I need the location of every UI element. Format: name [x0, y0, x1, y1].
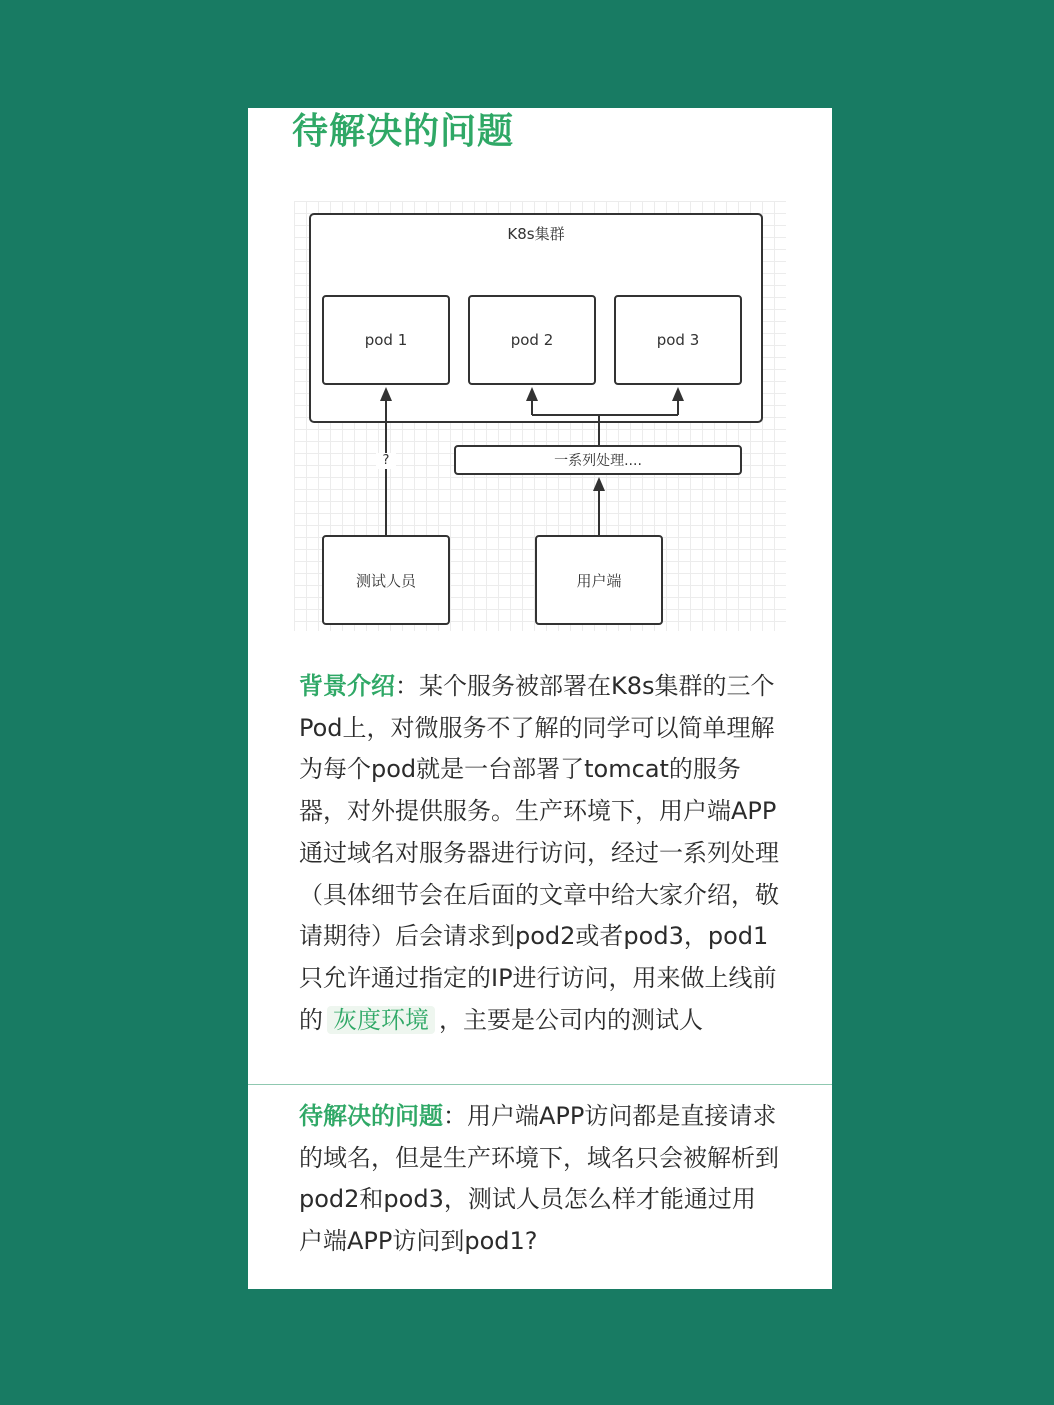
- pod-1-label: pod 1: [364, 331, 408, 349]
- gray-env-highlight: 灰度环境: [327, 1006, 435, 1034]
- arrow-head-pod2: [526, 387, 538, 401]
- background-text: 某个服务被部署在K8s集群的三个Pod上，对微服务不了解的同学可以简单理解为每个pod就是一台部署了tomcat的服务器，对外提供服务。生产环境下，用户端APP通过域名对服务器进行访问，经过一系列处理（具体细节会在后面的文章中给大家介绍，敬请期待）后会请求到pod2或者pod3，pod1只允许通过指定的IP进行访问，用来做上线前的: [299, 672, 779, 1034]
- tester-label: 测试人员: [355, 571, 416, 590]
- background-sep: ：: [395, 672, 419, 700]
- pod-3-label: pod 3: [656, 331, 700, 349]
- background-lead: 背景介绍: [299, 672, 395, 700]
- client-box: [535, 535, 663, 625]
- content-card: [248, 108, 832, 1289]
- question-mark-label: ?: [376, 453, 396, 469]
- background-paragraph: [299, 666, 779, 1041]
- problem-paragraph: [299, 1096, 779, 1263]
- client-label: 用户端: [576, 571, 622, 590]
- arrow-head-process: [593, 477, 605, 491]
- arrow-head-pod3: [672, 387, 684, 401]
- architecture-diagram: [294, 201, 786, 631]
- processing-label: 一系列处理....: [554, 453, 642, 469]
- processing-box: [454, 445, 742, 475]
- background-text-tail: ，主要是公司内的测试人: [439, 1005, 703, 1034]
- problem-sep: ：: [443, 1102, 467, 1130]
- page-title: 待解决的问题: [292, 111, 515, 152]
- tester-box: [322, 535, 450, 625]
- pod-2-label: pod 2: [510, 331, 554, 349]
- problem-text: 用户端APP访问都是直接请求的域名，但是生产环境下，域名只会被解析到pod2和pod3，测试人员怎么样才能通过用户端APP访问到pod1?: [299, 1102, 779, 1256]
- arrow-head-pod1: [380, 387, 392, 401]
- cluster-label: K8s集群: [507, 225, 565, 243]
- problem-lead: 待解决的问题: [299, 1102, 443, 1130]
- section-divider: [248, 1084, 832, 1085]
